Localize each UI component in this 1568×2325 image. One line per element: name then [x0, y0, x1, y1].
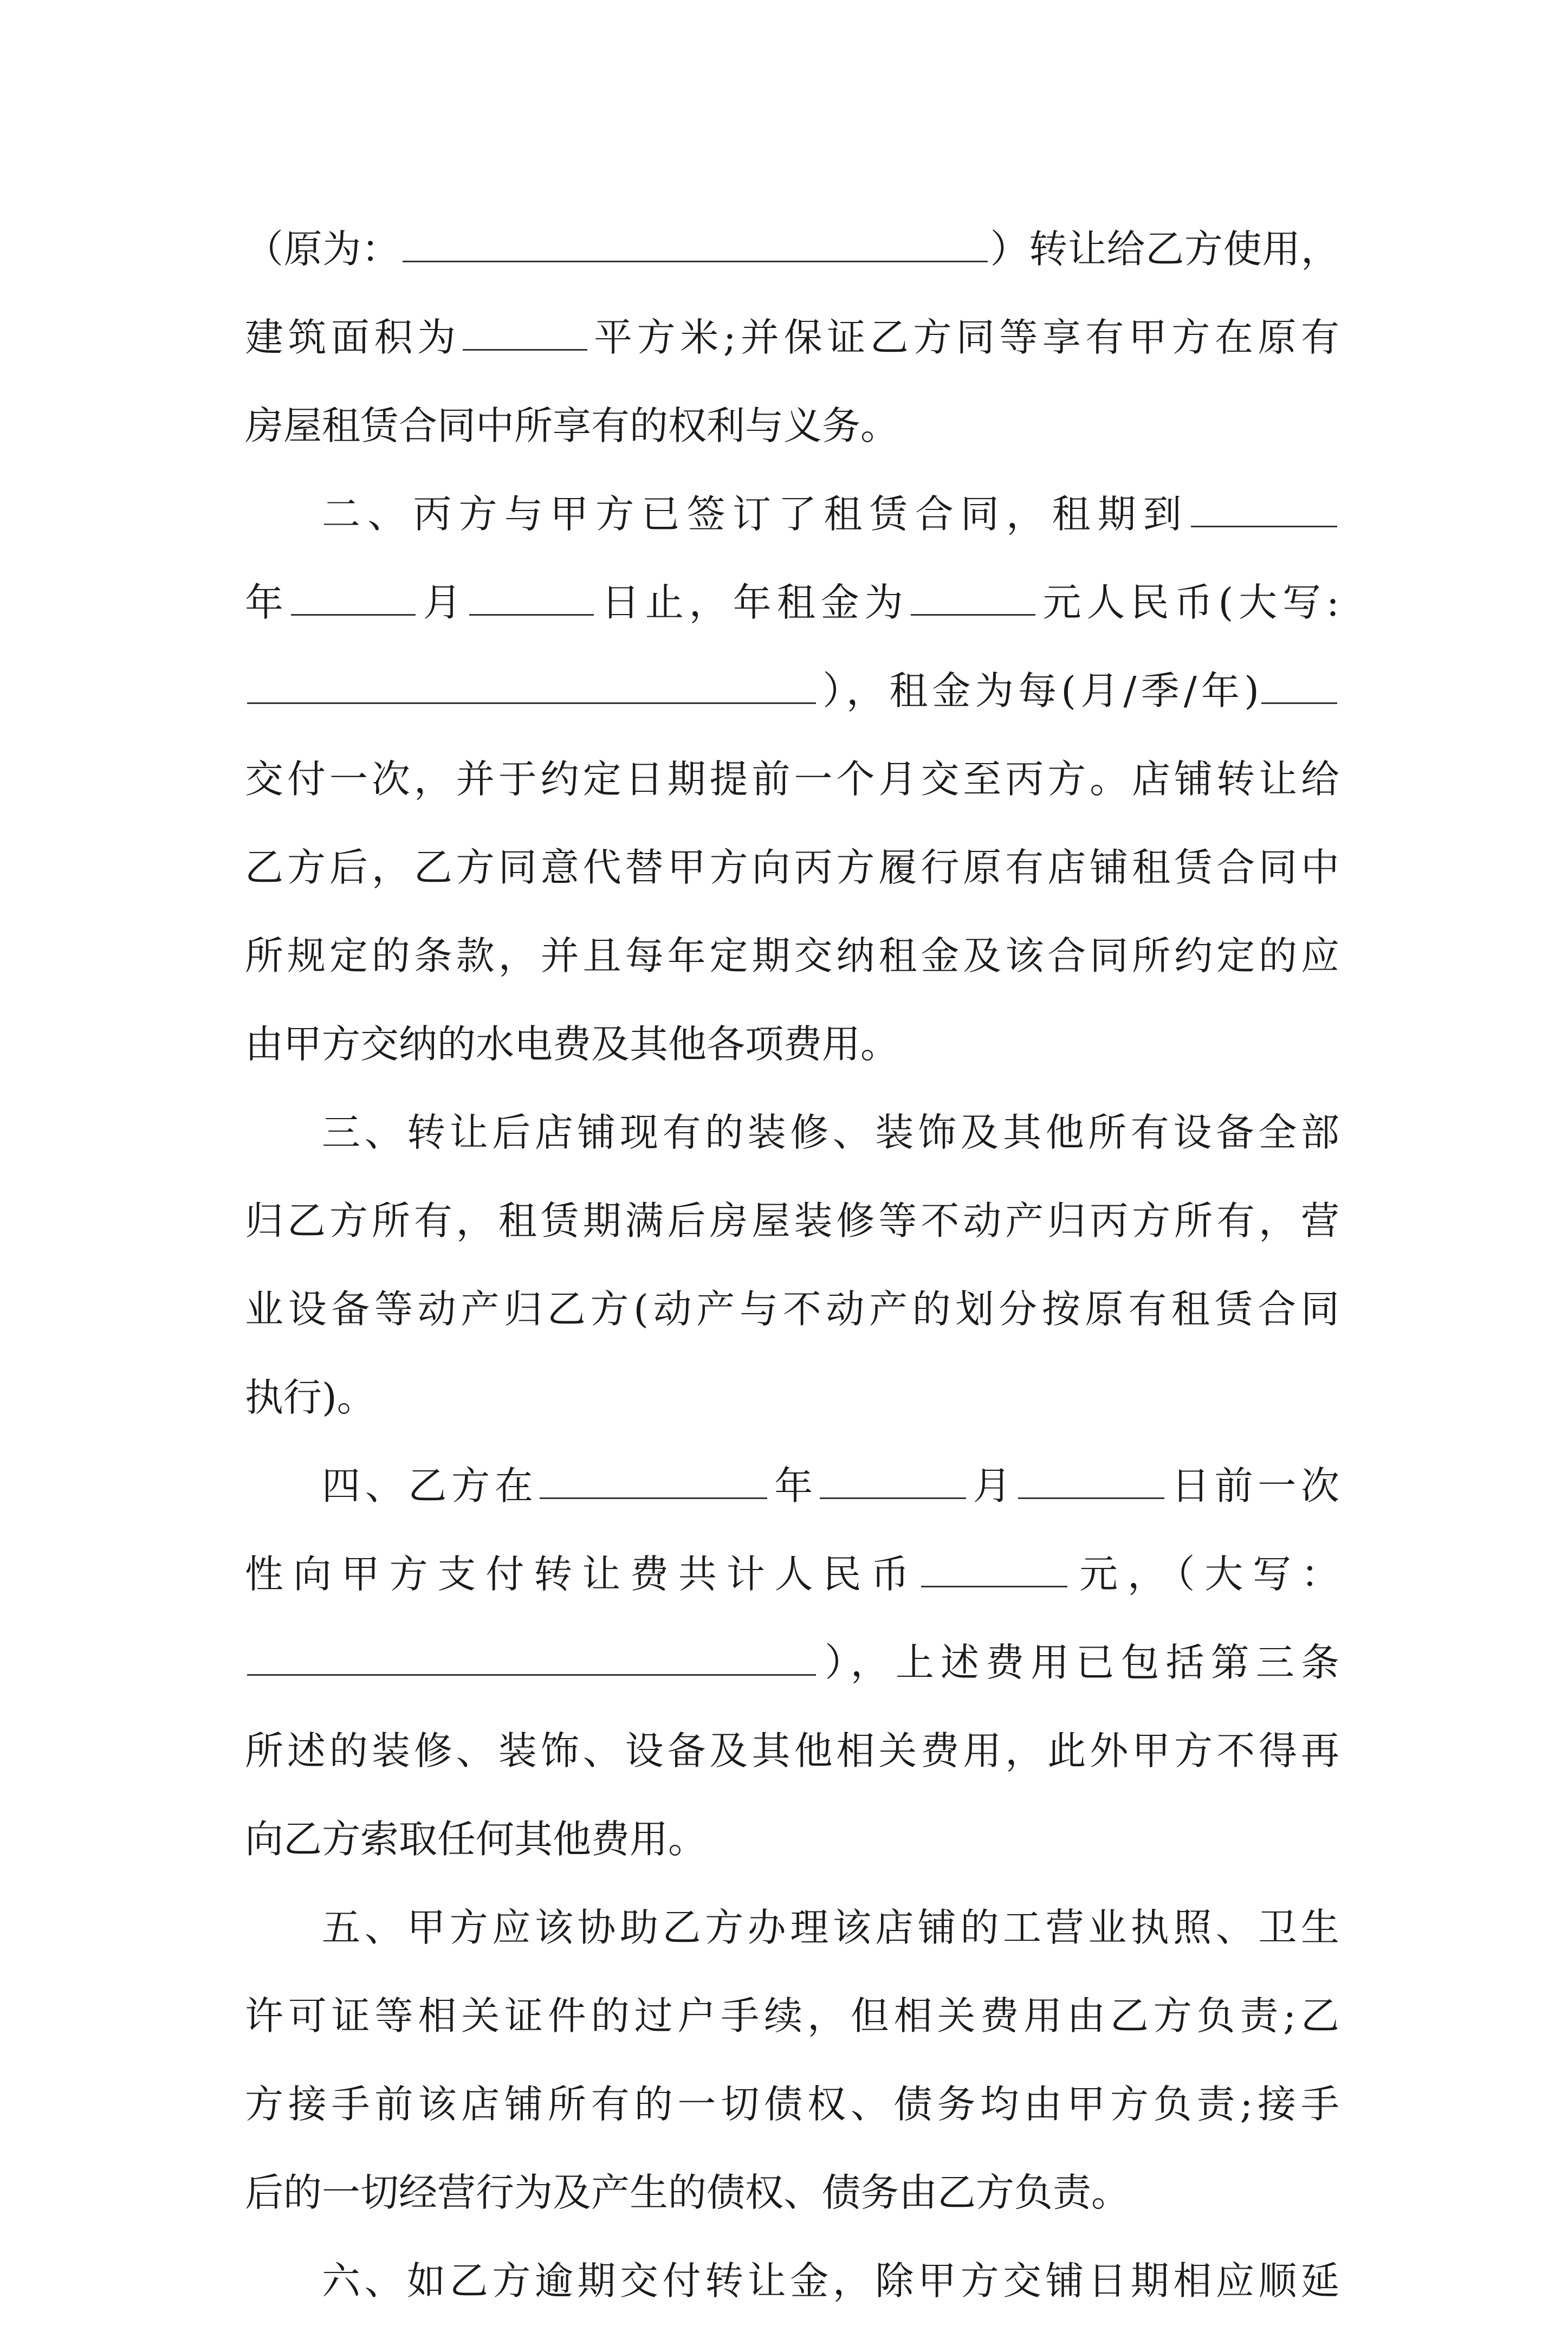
text-segment: 房屋租赁合同中所享有的权利与义务。 — [245, 403, 899, 448]
text-segment: 二、丙方与甲方已签订了租赁合同，租期到 — [322, 492, 1189, 537]
text-segment: 性向甲方支付转让费共计人民币 — [245, 1552, 919, 1597]
text-line — [245, 1618, 1339, 1707]
text-line — [245, 1795, 1339, 1883]
contract-body — [245, 205, 1339, 2325]
text-line — [245, 293, 1339, 382]
text-line — [245, 1000, 1339, 1088]
text-segment: 月 — [968, 1463, 1016, 1508]
clause-5-line — [245, 1883, 1339, 1972]
text-segment: 所规定的条款，并且每年定期交纳租金及该合同所约定的应 — [245, 933, 1339, 978]
fill-in-blank[interactable] — [247, 1641, 816, 1676]
text-line — [245, 1972, 1339, 2060]
text-segment: 月 — [417, 580, 467, 625]
clause-6-line — [245, 2237, 1339, 2325]
text-segment: 许可证等相关证件的过户手续，但相关费用由乙方负责;乙 — [245, 1993, 1339, 2038]
fill-in-blank[interactable] — [1018, 1464, 1164, 1499]
text-segment: 归乙方所有，租赁期满后房屋装修等不动产归丙方所有，营 — [245, 1198, 1339, 1243]
text-segment: 所述的装修、装饰、设备及其他相关费用，此外甲方不得再 — [245, 1728, 1339, 1773]
text-segment: 执行)。 — [245, 1375, 375, 1420]
text-segment: 建筑面积为 — [245, 315, 461, 360]
text-segment: 向乙方索取任何其他费用。 — [245, 1817, 707, 1862]
fill-in-blank[interactable] — [1261, 669, 1337, 704]
text-segment: 交付一次，并于约定日期提前一个月交至丙方。店铺转让给 — [245, 757, 1339, 802]
fill-in-blank[interactable] — [463, 315, 587, 351]
text-segment: 日止，年租金为 — [595, 580, 909, 625]
text-line — [245, 1265, 1339, 1353]
fill-in-blank[interactable] — [921, 1552, 1067, 1587]
text-line — [245, 1177, 1339, 1265]
text-segment: 年 — [245, 580, 289, 625]
text-segment: 五、甲方应该协助乙方办理该店铺的工营业执照、卫生 — [322, 1905, 1339, 1950]
text-segment: 六、如乙方逾期交付转让金，除甲方交铺日期相应顺延 — [322, 2258, 1339, 2303]
text-segment: 业设备等动产归乙方(动产与不动产的划分按原有租赁合同 — [245, 1287, 1339, 1332]
text-segment: 后的一切经营行为及产生的债权、债务由乙方负责。 — [245, 2170, 1130, 2215]
text-segment: （原为： — [245, 227, 400, 272]
text-segment: 日前一次 — [1167, 1463, 1339, 1508]
text-line — [245, 647, 1339, 735]
fill-in-blank[interactable] — [469, 580, 594, 616]
text-segment: 四、乙方在 — [322, 1463, 538, 1508]
fill-in-blank[interactable] — [540, 1464, 767, 1499]
fill-in-blank[interactable] — [403, 227, 988, 262]
fill-in-blank[interactable] — [911, 580, 1035, 616]
clause-4-line — [245, 1442, 1339, 1530]
fill-in-blank[interactable] — [1191, 492, 1337, 527]
text-line — [245, 823, 1339, 912]
text-line — [245, 1530, 1339, 1618]
text-segment: 三、转让后店铺现有的装修、装饰及其他所有设备全部 — [322, 1110, 1339, 1155]
text-segment: 平方米;并保证乙方同等享有甲方在原有 — [589, 315, 1339, 360]
text-line — [245, 1707, 1339, 1795]
text-segment: 元人民币(大写: — [1037, 580, 1339, 625]
text-line — [245, 2060, 1339, 2148]
text-line — [245, 912, 1339, 1000]
text-segment: 年 — [769, 1463, 818, 1508]
text-segment: ）转让给乙方使用， — [989, 227, 1339, 272]
text-segment: 由甲方交纳的水电费及其他各项费用。 — [245, 1022, 899, 1067]
fill-in-blank[interactable] — [820, 1464, 966, 1499]
text-segment: 方接手前该店铺所有的一切债权、债务均由甲方负责;接手 — [245, 2082, 1339, 2127]
fill-in-blank[interactable] — [247, 669, 816, 704]
text-segment: ），上述费用已包括第三条 — [818, 1640, 1339, 1685]
text-line — [245, 1353, 1339, 1442]
text-segment: ），租金为每(月/季/年) — [818, 668, 1259, 713]
text-segment: 元，（大写： — [1070, 1552, 1339, 1597]
text-line — [245, 558, 1339, 647]
text-line — [245, 2148, 1339, 2237]
clause-2-line — [245, 470, 1339, 558]
text-line — [245, 735, 1339, 823]
text-line — [245, 382, 1339, 470]
clause-3-line — [245, 1088, 1339, 1177]
text-segment: 乙方后，乙方同意代替甲方向丙方履行原有店铺租赁合同中 — [245, 845, 1339, 890]
fill-in-blank[interactable] — [291, 580, 416, 616]
text-line — [245, 205, 1339, 293]
